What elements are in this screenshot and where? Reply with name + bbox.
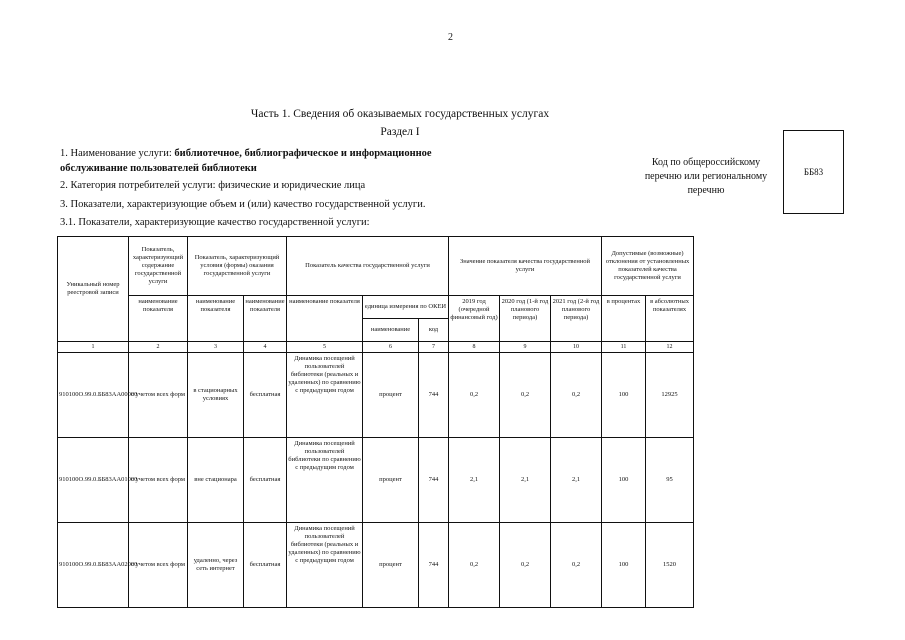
cell-unit: процент (363, 438, 419, 523)
service-name-line-2 (60, 163, 257, 174)
header-conditions: Показатель, характеризующий условия (формы) оказания государственной услуги (188, 237, 287, 296)
cell-percent: 100 (602, 438, 646, 523)
cell-code: 744 (419, 523, 449, 608)
cell-registry: 910100О.99.0.ББ83АА01000 (58, 438, 129, 523)
cell-registry: 910100О.99.0.ББ83АА00000 (58, 353, 129, 438)
column-number: 8 (449, 342, 500, 353)
cell-2020: 2,1 (500, 438, 551, 523)
column-number: 12 (646, 342, 694, 353)
column-number: 7 (419, 342, 449, 353)
subheader-absolute: в абсолютных показателях (646, 296, 694, 342)
subheader-quality-name: наименование показателя (287, 296, 363, 342)
service-name-value-1: библиотечное, библиографическое и информационное (174, 148, 432, 159)
table-row (58, 438, 694, 523)
header-value: Значение показателя качества государственной услуги (449, 237, 602, 296)
cell-absolute: 1520 (646, 523, 694, 608)
column-number: 10 (551, 342, 602, 353)
quality-heading: 3.1. Показатели, характеризующие качество государственной услуги: (60, 217, 370, 228)
subheader-percent: в процентах (602, 296, 646, 342)
subheader-unit-name: наименование (363, 319, 419, 342)
column-number: 11 (602, 342, 646, 353)
column-number: 5 (287, 342, 363, 353)
subheader-content-name: наименование показателя (129, 296, 188, 342)
cell-2021: 0,2 (551, 523, 602, 608)
column-number: 1 (58, 342, 129, 353)
cell-2019: 0,2 (449, 353, 500, 438)
cell-payment: бесплатная (244, 523, 287, 608)
column-number: 3 (188, 342, 244, 353)
subheader-2021: 2021 год (2-й год планового периода) (551, 296, 602, 342)
column-number: 4 (244, 342, 287, 353)
header-quality: Показатель качества государственной услуги (287, 237, 449, 296)
subheader-2020: 2020 год (1-й год планового периода) (500, 296, 551, 342)
code-label-line-2: перечню или региональному (644, 171, 768, 182)
table-row (58, 353, 694, 438)
cell-percent: 100 (602, 523, 646, 608)
cell-payment: бесплатная (244, 353, 287, 438)
service-name-value-2: обслуживание пользователей библиотеки (60, 163, 257, 174)
subheader-unit: единица измерения по ОКЕИ (363, 296, 449, 319)
header-registry: Уникальный номер реестровой записи (58, 237, 129, 342)
cell-indicator: Динамика посещений пользователей библиотеки (реальных и удаленных) по сравнению с предыдущим годом (287, 523, 363, 608)
code-value: ББ83 (803, 167, 824, 177)
cell-content: с учетом всех форм (129, 523, 188, 608)
cell-absolute: 12925 (646, 353, 694, 438)
page-number: 2 (448, 32, 453, 43)
section-title: Раздел I (380, 126, 420, 138)
column-number: 2 (129, 342, 188, 353)
subheader-condition-name-2: наименование показателя (244, 296, 287, 342)
cell-indicator: Динамика посещений пользователей библиотеки по сравнению с предыдущим годом (287, 438, 363, 523)
cell-absolute: 95 (646, 438, 694, 523)
indicators-heading: 3. Показатели, характеризующие объем и (или) качество государственной услуги. (60, 199, 426, 210)
cell-2019: 0,2 (449, 523, 500, 608)
service-name-prefix: 1. Наименование услуги: (60, 148, 175, 159)
cell-unit: процент (363, 353, 419, 438)
cell-2021: 0,2 (551, 353, 602, 438)
consumer-category: 2. Категория потребителей услуги: физические и юридические лица (60, 180, 366, 191)
code-box (783, 130, 844, 214)
cell-2020: 0,2 (500, 523, 551, 608)
cell-2020: 0,2 (500, 353, 551, 438)
cell-content: с учетом всех форм (129, 438, 188, 523)
service-name-line (60, 148, 432, 159)
column-number: 6 (363, 342, 419, 353)
header-content: Показатель, характеризующий содержание государственной услуги (129, 237, 188, 296)
code-label-line-3: перечню (687, 185, 725, 196)
cell-code: 744 (419, 353, 449, 438)
subheader-condition-name-1: наименование показателя (188, 296, 244, 342)
cell-2021: 2,1 (551, 438, 602, 523)
quality-table (57, 236, 694, 608)
cell-condition: удаленно, через сеть интернет (188, 523, 244, 608)
cell-content: с учетом всех форм (129, 353, 188, 438)
column-number: 9 (500, 342, 551, 353)
code-label (640, 156, 772, 198)
cell-percent: 100 (602, 353, 646, 438)
code-label-line-1: Код по общероссийскому (651, 157, 761, 168)
cell-registry: 910100О.99.0.ББ83АА02000 (58, 523, 129, 608)
cell-2019: 2,1 (449, 438, 500, 523)
cell-payment: бесплатная (244, 438, 287, 523)
cell-condition: в стационарных условиях (188, 353, 244, 438)
column-numbers-row (58, 342, 694, 353)
cell-condition: вне стационара (188, 438, 244, 523)
subheader-unit-code: код (419, 319, 449, 342)
subheader-2019: 2019 год (очередной финансовый год) (449, 296, 500, 342)
header-deviation: Допустимые (возможные) отклонения от установленных показателей качества государственной услуги (602, 237, 694, 296)
table-row (58, 523, 694, 608)
part-title: Часть 1. Сведения об оказываемых государственных услугах (250, 108, 550, 120)
cell-code: 744 (419, 438, 449, 523)
cell-indicator: Динамика посещений пользователей библиотеки (реальных и удаленных) по сравнению с предыдущим годом (287, 353, 363, 438)
cell-unit: процент (363, 523, 419, 608)
